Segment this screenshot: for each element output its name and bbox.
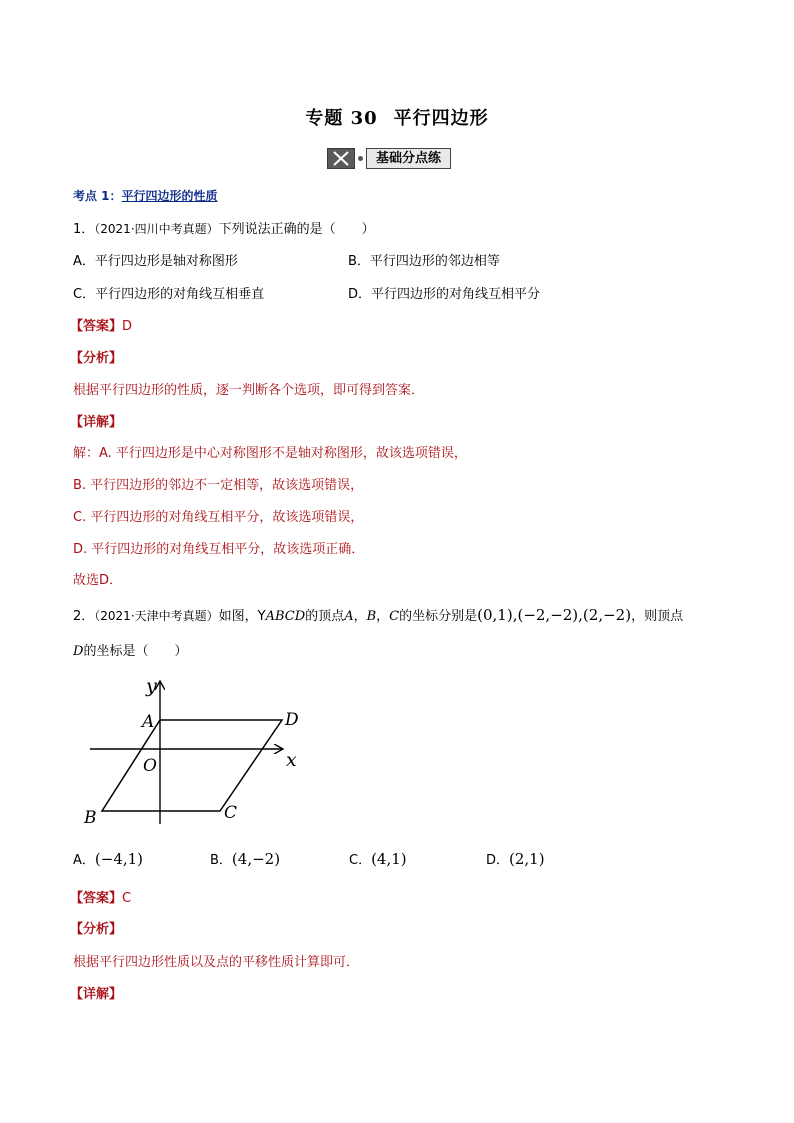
question-2-analysis-label: 【分析】 [70,922,123,937]
answer-label: 【答案】 [70,891,123,906]
point-c-label: C [389,609,400,624]
question-2-source: （2021·天津中考真题） [94,609,219,623]
question-1-analysis-label: 【分析】 [70,351,123,366]
x-axis-label: x [286,749,297,771]
separator: ， [353,609,367,624]
stem-text: 的坐标是（ ） [83,644,188,659]
question-2-detail-label: 【详解】 [70,987,123,1002]
vertex-c-label: C [224,803,238,823]
question-1-conclusion: 故选D． [73,573,123,588]
shape-name: ABCD [265,609,306,624]
option-letter: D． [486,853,510,868]
vertex-a-label: A [142,712,155,732]
stem-text: ，则顶点 [631,609,684,624]
question-2-option-c [349,849,407,868]
option-letter: C． [349,853,372,868]
option-value: (4,−2) [231,850,281,868]
option-value: (4,1) [371,850,407,868]
page-title [0,104,794,130]
badge-label: 基础分点练 [366,148,451,169]
separator: ， [376,609,390,624]
stem-text: 的顶点 [305,609,345,624]
knowledge-point-heading [73,187,218,204]
coordinate-figure [82,672,312,832]
badge-dot [358,156,363,161]
title-topic-number: 专题 30 [305,108,378,129]
option-value: (−4,1) [94,850,144,868]
question-1-text: 下列说法正确的是（ ） [218,222,375,237]
answer-value: C [122,891,132,906]
answer-label: 【答案】 [70,319,123,334]
title-topic-name: 平行四边形 [393,108,489,129]
point-a-label: A [344,609,354,624]
question-1-stem [73,218,375,237]
knowledge-point-prefix: 考点 1： [73,189,122,203]
question-2-stem-cont [73,640,187,659]
question-1-source: （2021·四川中考真题） [94,222,219,236]
question-1-detail-line: C. 平行四边形的对角线互相平分，故该选项错误， [73,510,364,525]
question-2-number: 2． [73,609,95,624]
question-1-detail-line: 解：A. 平行四边形是中心对称图形不是轴对称图形，故该选项错误， [73,446,467,461]
stem-text: 如图， [218,609,258,624]
vertex-b-label: B [84,808,97,828]
question-1-option-d: D．平行四边形的对角线互相平分 [348,287,541,302]
option-letter: A． [73,853,95,868]
question-1-option-b: B．平行四边形的邻边相等 [348,254,500,269]
y-axis-label: y [146,675,157,697]
question-2-analysis: 根据平行四边形性质以及点的平移性质计算即可． [73,955,360,970]
point-d-label: D [73,644,84,659]
question-1-option-c: C．平行四边形的对角线互相垂直 [73,287,265,302]
parallelogram [102,720,282,811]
coordinates: (0,1),(−2,−2),(2,−2) [477,606,632,624]
question-1-detail-line: D. 平行四边形的对角线互相平分，故该选项正确． [73,542,365,557]
question-1-detail-line: B. 平行四边形的邻边不一定相等，故该选项错误， [73,478,364,493]
question-2-answer [70,887,131,906]
question-1-analysis: 根据平行四边形的性质，逐一判断各个选项，即可得到答案． [73,383,425,398]
question-1-option-a: A．平行四边形是轴对称图形 [73,254,238,269]
vertex-d-label: D [285,710,299,730]
question-2-option-b [210,849,280,868]
question-1-detail-label: 【详解】 [70,415,123,430]
option-letter: B． [210,853,232,868]
parallelogram-symbol: Y [257,609,266,624]
question-2-option-a [73,849,143,868]
crossed-tools-icon [327,148,355,169]
origin-label: O [143,756,157,776]
question-1-number: 1． [73,222,95,237]
point-b-label: B [366,609,377,624]
section-badge [327,148,451,169]
knowledge-point-text: 平行四边形的性质 [121,189,218,203]
question-1-answer [70,315,132,334]
option-value: (2,1) [509,850,545,868]
question-2-stem [73,605,683,624]
question-2-option-d [486,849,545,868]
stem-text: 的坐标分别是 [399,609,478,624]
answer-value: D [122,319,133,334]
